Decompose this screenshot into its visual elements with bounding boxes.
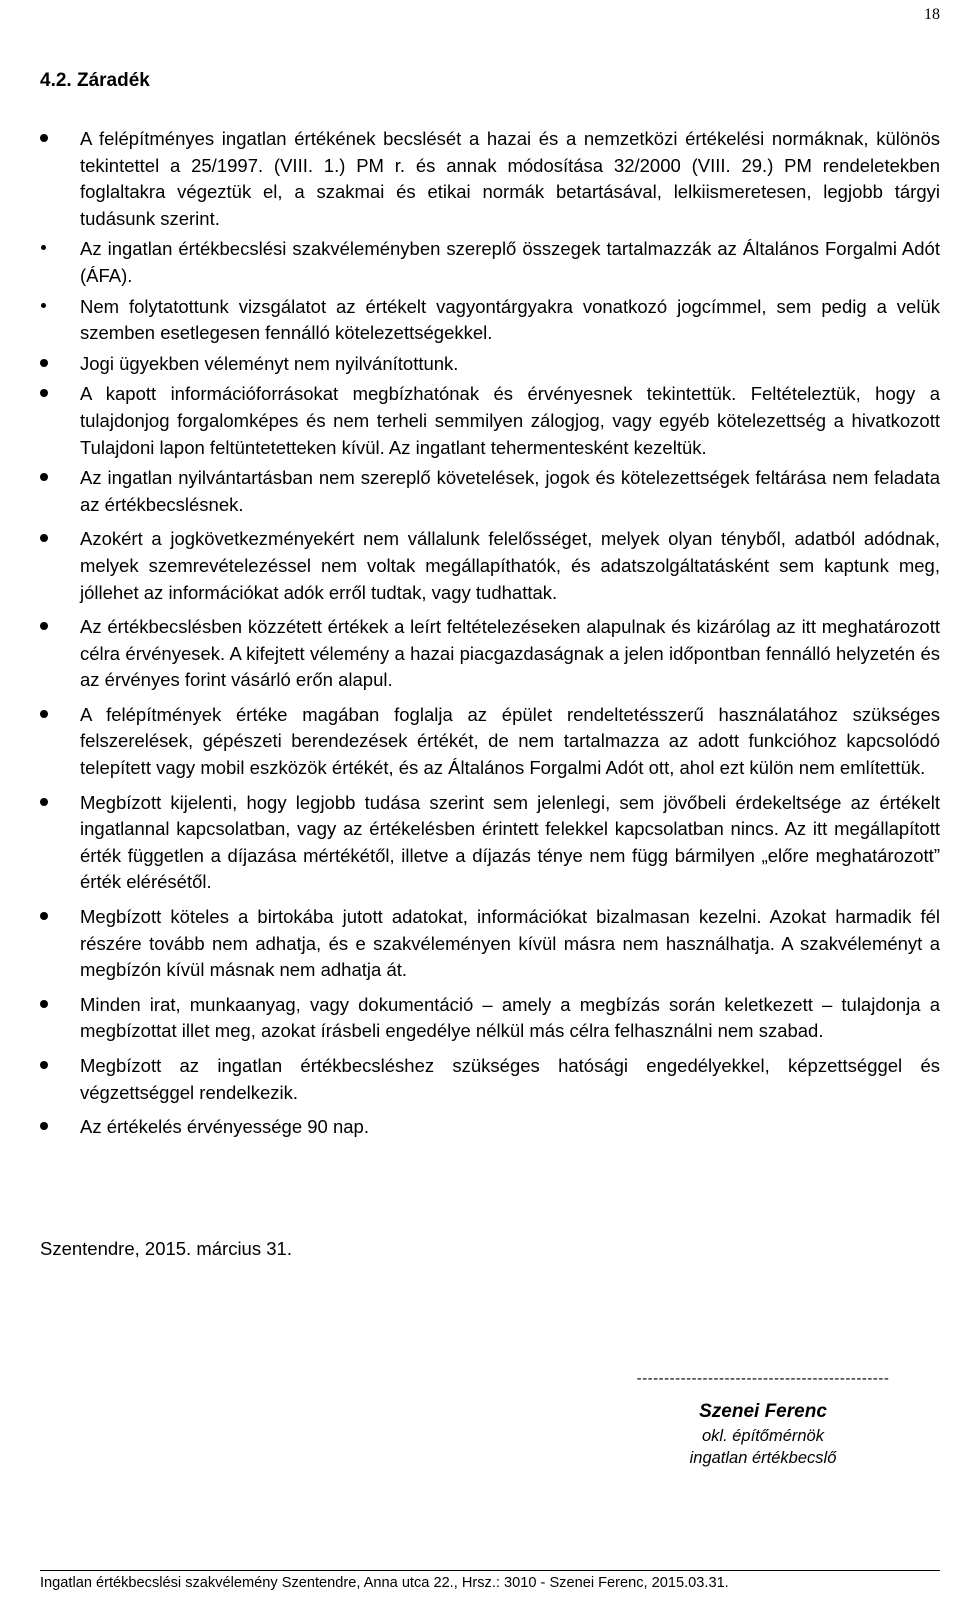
list-item: [40, 1114, 940, 1141]
section-heading: 4.2. Záradék: [40, 70, 150, 91]
list-item: [40, 992, 940, 1045]
bullet-icon: [40, 134, 48, 142]
bullet-icon: [40, 1122, 48, 1130]
signature-block: [588, 1370, 938, 1468]
list-item: [40, 790, 940, 896]
list-item-text: Nem folytatottunk vizsgálatot az értékelt vagyontárgyakra vonatkozó jogcímmel, sem pedig a velük szemben esetlegesen fennálló kötelezettségekkel.: [80, 295, 940, 344]
list-item: [40, 294, 940, 347]
footer-divider: [40, 1570, 940, 1571]
list-item-text: A kapott információforrásokat megbízhatónak és érvényesnek tekintettük. Feltételeztük, hogy a tulajdonjog forgalomképes és nem terheli semmilyen zálogjog, vagy egyéb kötelezettség a hivatkozott Tulajdoni lapon feltüntetetteken kívül. Az ingatlant tehermentesként kezeltük.: [80, 383, 940, 458]
list-item-text: Az ingatlan értékbecslési szakvéleményben szereplő összegek tartalmazzák az Általános Forgalmi Adót (ÁFA).: [80, 238, 940, 286]
list-item-text: Azokért a jogkövetkezményekért nem vállalunk felelősséget, melyek olyan tényből, adatból adódnak, melyek szemrevételezéssel nem voltak megállapíthatók, és adatszolgáltatásként sem kaptunk meg, jóllehet az információkat adók erről tudtak, vagy tudhattak.: [80, 528, 940, 603]
bullet-icon: [40, 798, 48, 806]
place-and-date: Szentendre, 2015. március 31.: [40, 1238, 292, 1259]
list-item: [40, 236, 940, 289]
list-item-text: Az ingatlan nyilvántartásban nem szereplő követelések, jogok és kötelezettségek feltárása nem feladata az értékbecslésnek.: [80, 467, 940, 515]
list-item: [40, 904, 940, 984]
list-item: [40, 126, 940, 232]
list-item-text: Megbízott köteles a birtokába jutott adatokat, információkat bizalmasan kezelni. Azokat harmadik fél részére tovább nem adhatja, és e szakvéleményen kívül másra nem használhatja. A szakvéleményt a megbízón kívül másnak nem adhatja át.: [80, 906, 940, 981]
page-number: 18: [924, 6, 940, 23]
bullet-icon: [40, 359, 48, 367]
bullet-icon: [41, 303, 46, 308]
list-item: [40, 465, 940, 518]
list-item-text: Minden irat, munkaanyag, vagy dokumentáció – amely a megbízás során keletkezett – tulajdonja a megbízottat illet meg, azokat írásbeli engedélye nélkül más célra felhasználni nem szabad.: [80, 993, 940, 1042]
bullet-icon: [40, 1000, 48, 1008]
list-item: [40, 381, 940, 461]
list-item-text: Az értékbecslésben közzétett értékek a leírt feltételezéseken alapulnak és kizárólag az itt meghatározott célra érvényesek. A kifejtett vélemény a hazai piacgazdaságnak a jelen időpontban fennálló helyzetén és az érvényes forint vásárló erőn alapul.: [80, 616, 940, 691]
list-item-text: A felépítményes ingatlan értékének becslését a hazai és a nemzetközi értékelési normáknak, különös tekintettel a 25/1997. (VIII. 1.) PM r. és annak módosítása 32/2000 (VIII. 29.) PM rendeletekben foglaltakra végeztük el, a szakmai és etikai normák betartásával, lelkiismeretesen, legjobb tárgyi tudásunk szerint.: [80, 128, 940, 229]
bullet-icon: [40, 710, 48, 718]
bullet-icon: [40, 534, 48, 542]
bullet-icon: [40, 1061, 48, 1069]
clause-list: [40, 126, 940, 1141]
bullet-icon: [40, 389, 48, 397]
list-item-text: Megbízott kijelenti, hogy legjobb tudása szerint sem jelenlegi, sem jövőbeli érdekeltsége az értékelt ingatlannal kapcsolatban, vagy az értékelésben érintett felekkel kapcsolatban nincs. Az itt megállapított érték független a díjazása mértékétől, illetve a díjazás ténye nem függ bármilyen „előre meghatározott” érték elérésétől.: [80, 791, 940, 893]
list-item-text: Jogi ügyekben véleményt nem nyilvánítottunk.: [80, 352, 459, 374]
list-item-text: Megbízott az ingatlan értékbecsléshez szükséges hatósági engedélyekkel, képzettséggel és végzettséggel rendelkezik.: [80, 1055, 940, 1103]
bullet-icon: [40, 622, 48, 630]
signer-name: Szenei Ferenc: [699, 1401, 827, 1422]
list-item: [40, 526, 940, 606]
signer-role: ingatlan értékbecslő: [689, 1449, 837, 1467]
list-item: [40, 702, 940, 782]
list-item-text: A felépítmények értéke magában foglalja az épület rendeltetésszerű használatához szükséges felszerelések, gépészeti berendezések értékét, de nem tartalmazza az adott funkcióhoz kapcsolódó telepített vagy mobil eszközök értékét, és az Általános Forgalmi Adót ott, ahol ezt külön nem említettük.: [80, 703, 940, 779]
list-item: [40, 614, 940, 694]
bullet-icon: [40, 473, 48, 481]
list-item: [40, 1053, 940, 1106]
list-item: [40, 351, 940, 378]
signer-title: okl. építőmérnök: [702, 1427, 824, 1445]
bullet-icon: [40, 912, 48, 920]
list-item-text: Az értékelés érvényessége 90 nap.: [80, 1116, 369, 1138]
page-footer: Ingatlan értékbecslési szakvélemény Szentendre, Anna utca 22., Hrsz.: 3010 - Szenei Ferenc, 2015.03.31.: [40, 1575, 729, 1591]
bullet-icon: [41, 245, 46, 250]
signature-line: ----------------------------------------------: [636, 1370, 890, 1387]
